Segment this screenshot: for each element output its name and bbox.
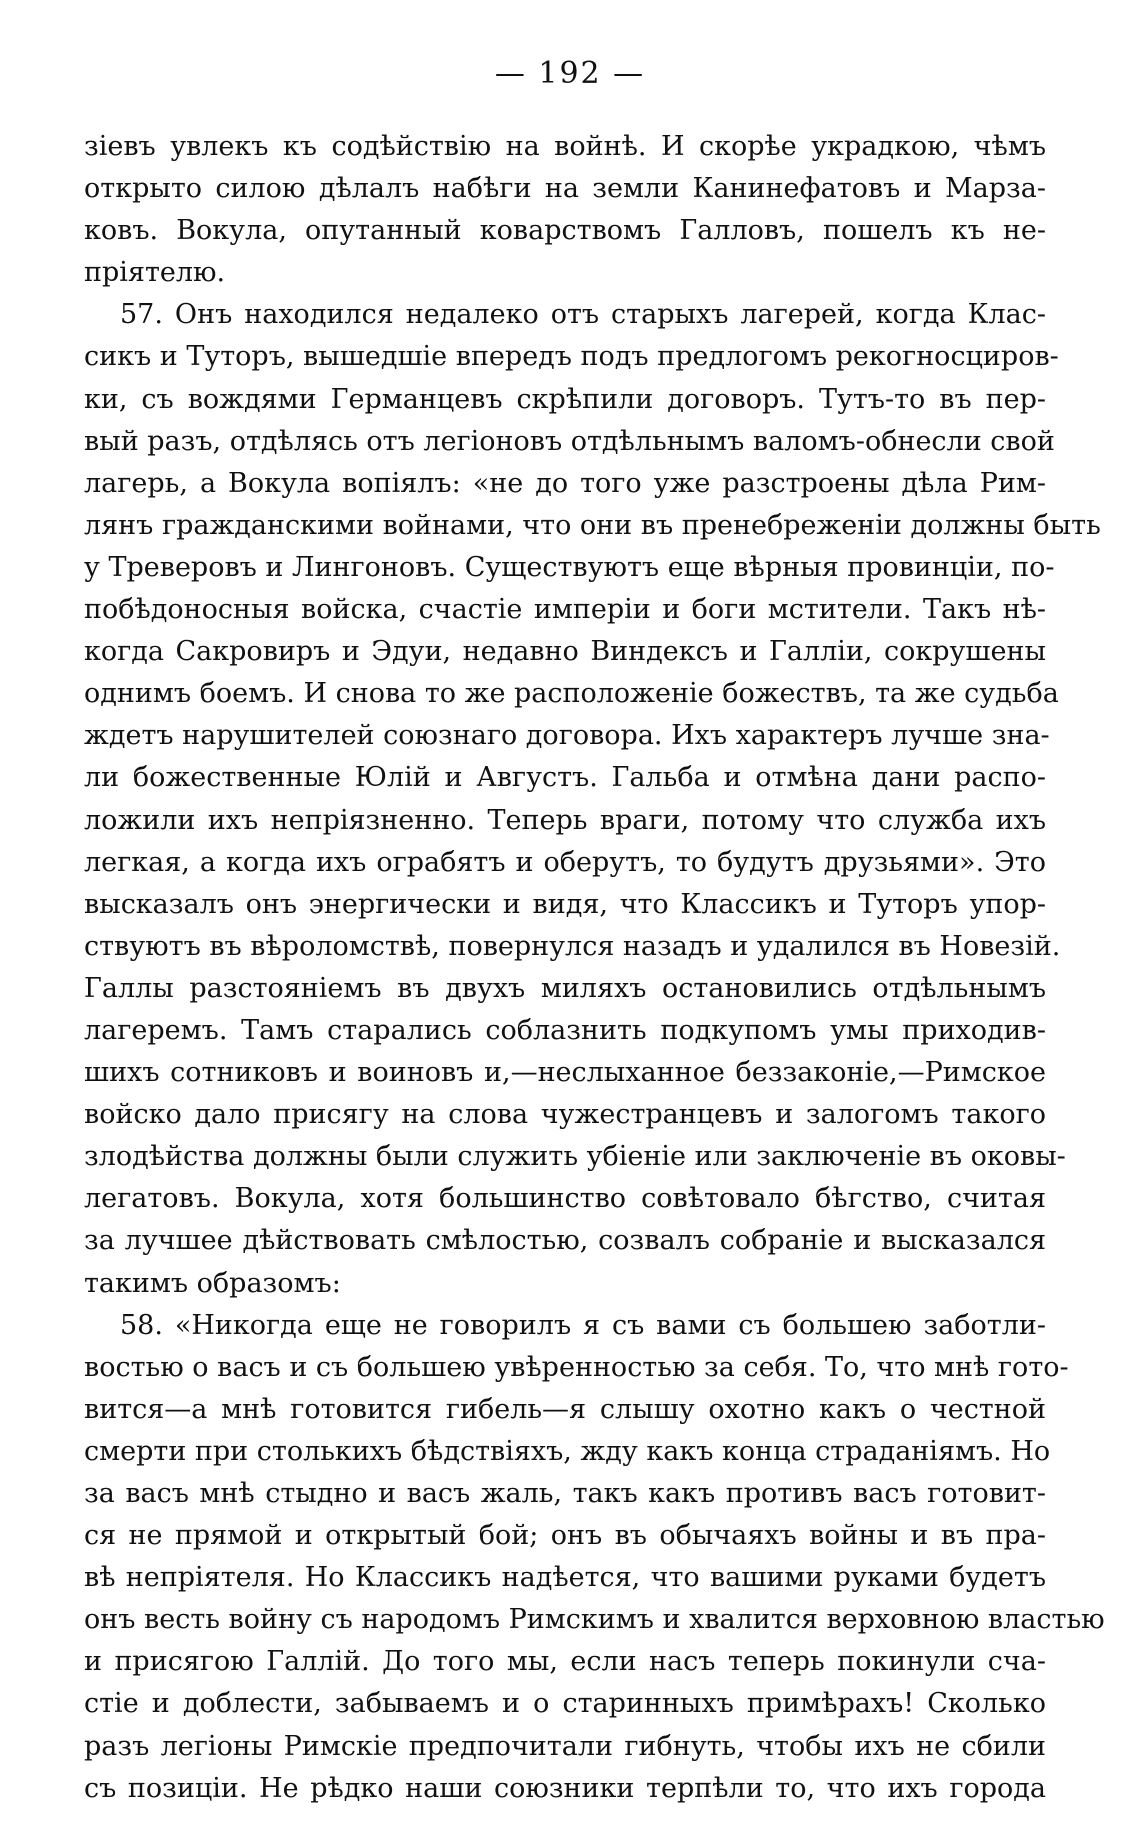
text-line: войско дало присягу на слова чужестранцевъ и залогомъ такого: [84, 1099, 1046, 1131]
text-line: за лучшее дѣйствовать смѣлостью, созвалъ собраніе и высказался: [84, 1225, 1046, 1257]
text-line: пріятелю.: [84, 257, 226, 289]
text-line: побѣдоносныя войска, счастіе имперіи и боги мстители. Такъ нѣ-: [84, 594, 1046, 626]
text-line: ся не прямой и открытый бой; онъ въ обычаяхъ войны и въ пра-: [84, 1520, 1046, 1552]
text-line: Галлы разстояніемъ въ двухъ миляхъ остановились отдѣльнымъ: [84, 972, 1046, 1004]
text-line: открыто силою дѣлалъ набѣги на земли Канинефатовъ и Марза-: [84, 173, 1046, 205]
text-line: вѣ непріятеля. Но Классикъ надѣется, что вашими руками будетъ: [84, 1562, 1046, 1594]
text-line: у Треверовъ и Лингоновъ. Существуютъ еще вѣрныя провинціи, по-: [84, 551, 1055, 583]
text-line: зіевъ увлекъ къ содѣйствію на войнѣ. И скорѣе украдкою, чѣмъ: [84, 131, 1046, 162]
text-line: ли божественные Юлій и Августъ. Гальба и отмѣна дани распо-: [84, 762, 1046, 794]
text-line: востью о васъ и съ большею увѣренностью за себя. То, что мнѣ гото-: [84, 1351, 1069, 1383]
text-line: злодѣйства должны были служить убіеніе или заключеніе въ оковы-: [84, 1141, 1066, 1173]
text-line: за васъ мнѣ стыдно и васъ жаль, такъ какъ противъ васъ готовит-: [84, 1478, 1046, 1509]
text-line: ствуютъ въ вѣроломствѣ, повернулся назадъ и удалился въ Новезій.: [84, 930, 1061, 962]
text-line: лагерь, а Вокула вопіялъ: «не до того уже разстроены дѣла Рим-: [84, 467, 1046, 499]
paragraph-58-start: 58. «Никогда еще не говорилъ я съ вами съ большею заботли-: [120, 1309, 1046, 1341]
text-line: лагеремъ. Тамъ старались соблазнить подкупомъ умы приходив-: [84, 1014, 1046, 1046]
text-line: смерти при столькихъ бѣдствіяхъ, жду какъ конца страданіямъ. Но: [84, 1435, 1051, 1467]
text-line: вый разъ, отдѣлясь отъ легіоновъ отдѣльнымъ валомъ-обнесли свой: [84, 425, 1055, 457]
text-line: ждетъ нарушителей союзнаго договора. Ихъ характеръ лучше зна-: [84, 720, 1050, 752]
text-line: онъ весть войну съ народомъ Римскимъ и хвалится верховною властью: [84, 1604, 1105, 1636]
text-line: съ позиціи. Не рѣдко наши союзники терпѣли то, что ихъ города: [84, 1772, 1046, 1804]
text-line: легкая, а когда ихъ ограбятъ и оберутъ, то будутъ друзьями». Это: [84, 846, 1046, 878]
text-line: вится—а мнѣ готовится гибель—я слышу охотно какъ о честной: [84, 1393, 1046, 1425]
text-line: шихъ сотниковъ и воиновъ и,—неслыханное беззаконіе,—Римское: [84, 1057, 1046, 1089]
text-line: и присягою Галлій. До того мы, если насъ теперь покинули сча-: [84, 1646, 1046, 1678]
text-line: стіе и доблести, забываемъ и о старинныхъ примѣрахъ! Сколько: [84, 1688, 1046, 1720]
text-line: сикъ и Туторъ, вышедшіе впередъ подъ предлогомъ рекогносциров-: [84, 341, 1059, 373]
text-line: однимъ боемъ. И снова то же расположеніе божествъ, та же судьба: [84, 678, 1059, 710]
text-line: высказалъ онъ энергически и видя, что Классикъ и Туторъ упор-: [84, 888, 1046, 920]
page-number: — 192 —: [494, 56, 646, 91]
text-line: лянъ гражданскими войнами, что они въ пренебреженіи должны быть: [84, 509, 1101, 541]
text-line: разъ легіоны Римскіе предпочитали гибнуть, чтобы ихъ не сбили: [84, 1730, 1046, 1762]
text-line: такимъ образомъ:: [84, 1267, 341, 1299]
text-line: ковъ. Вокула, опутанный коварствомъ Галловъ, пошелъ къ не-: [84, 215, 1046, 247]
paragraph-57-start: 57. Онъ находился недалеко отъ старыхъ лагерей, когда Клас-: [120, 299, 1046, 331]
text-line: когда Сакровиръ и Эдуи, недавно Виндексъ и Галліи, сокрушены: [84, 636, 1046, 668]
text-line: ки, съ вождями Германцевъ скрѣпили договоръ. Тутъ-то въ пер-: [84, 383, 1046, 415]
text-line: легатовъ. Вокула, хотя большинство совѣтовало бѣгство, считая: [84, 1183, 1046, 1215]
text-line: ложили ихъ непріязненно. Теперь враги, потому что служба ихъ: [84, 804, 1046, 836]
body-text: [84, 126, 1105, 1810]
